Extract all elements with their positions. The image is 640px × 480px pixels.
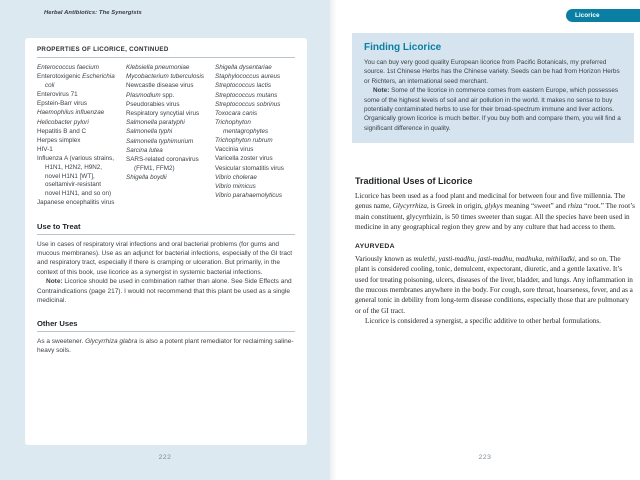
other-uses-heading: Other Uses — [37, 319, 295, 332]
species-item: Plasmodium spp. — [126, 91, 175, 99]
paragraph: Use in cases of respiratory viral infections and oral bacterial problems (for gums and mucous membranes). Use as an adjunct for bacterial infections, especially of the GI tract and respiratory tract, especially if there is cramping or ulceration. But primarily, in the context of this book, use licorice as a synergist in systemic bacterial infections. — [37, 240, 293, 276]
species-item: Shigella dysentariae — [215, 64, 272, 71]
other-uses-text — [37, 337, 295, 356]
species-item: HIV-1 — [37, 146, 53, 154]
left-page-number: 222 — [158, 454, 172, 461]
species-item: Streptococcus mutans — [215, 91, 278, 99]
species-item: Salmonella typhimurium — [126, 137, 194, 145]
finding-licorice-box — [352, 33, 634, 143]
species-item: Salmonella typhi — [126, 128, 173, 136]
species-columns — [37, 64, 295, 209]
species-column-2 — [126, 64, 206, 209]
other-uses-section — [37, 319, 295, 356]
chapter-tab: Licorice — [566, 9, 640, 22]
finding-licorice-title: Finding Licorice — [364, 42, 442, 53]
paragraph: Licorice has been used as a food plant and medicinal for between four and five millennia. The genus name, Glycyrrhiza, is Greek in origin, glykys meaning “sweet” and rhiza “root.” The root’s main constituent, glycyrrhizin, is 50 times sweeter than sugar. All the species have been used in medicine in any geographical region they grew and by any culture that had access to them. — [355, 192, 635, 231]
species-item: Japanese encephalitis virus — [37, 199, 115, 207]
species-item: Streptococcus sobrinus — [215, 100, 281, 108]
traditional-uses-heading: Traditional Uses of Licorice — [355, 176, 473, 186]
species-item: Respiratory syncytial virus — [126, 109, 200, 117]
right-page — [330, 0, 640, 480]
species-item: Varicella zoster virus — [215, 155, 273, 163]
species-item: Helicobacter pylori — [37, 118, 89, 126]
use-to-treat-text — [37, 240, 295, 306]
species-item: Trichophyton rubrum — [215, 137, 273, 144]
properties-box-title: PROPERTIES OF LICORICE, CONTINUED — [37, 46, 295, 58]
species-item: Klebsiella pneumoniae — [126, 64, 190, 71]
paragraph: Note: Some of the licorice in commerce comes from eastern Europe, which possesses some of the highest levels of soil and air pollution in the world. It makes no sense to buy potentially contaminated herbs to use for their broad-spectrum immune and liver actions. Organically grown licorice is much better. If you buy both and compare them, you will find a significant difference in quality. — [364, 87, 621, 132]
paragraph: You can buy very good quality European licorice from Pacific Botanicals, my preferred source. 1st Chinese Herbs has the Chinese variety. Seeds can be had from Horizon Herbs or Richters, an international seed merchant. — [364, 59, 620, 85]
running-header: Herbal Antibiotics: The Synergists — [44, 10, 142, 16]
paragraph: Variously known as mulethi, yasti-madhu, jasti-madhu, madhuka, mithiladki, and so on. The plant is considered cooling, tonic, demulcent, expectorant, diuretic, and a gentle laxative. It’s used for treating poisoning, ulcers, diseases of the liver, bladder, and lungs. Any inflammation in the mucous membranes anywhere in the body. For cough, sore throat, hoarseness, fever, and as a general tonic in debility from long-term disease conditions, especially those that are pulmonary or of the GI tract. — [355, 255, 633, 315]
traditional-uses-text — [355, 191, 635, 232]
use-to-treat-heading: Use to Treat — [37, 222, 295, 235]
paragraph: Licorice is considered a synergist, a specific additive to other herbal formulations. — [365, 316, 601, 325]
species-item: Vaccinia virus — [215, 146, 254, 154]
species-item: Mycobacterium tuberculosis — [126, 73, 205, 81]
species-item: Shigella boydii — [126, 173, 167, 181]
species-item: SARS-related coronavirus (FFM1, FFM2) — [126, 155, 199, 172]
species-column-1 — [37, 64, 117, 209]
species-item: Enterovirus 71 — [37, 91, 78, 99]
ayurveda-text — [355, 254, 635, 326]
species-item: Enterococcus faecium — [37, 64, 99, 71]
species-item: Vibrio cholerae — [215, 173, 257, 181]
species-item: Newcastle disease virus — [126, 82, 194, 90]
species-item: Streptococcus lactis — [215, 82, 271, 90]
species-item: Vibrio parahaemolyticus — [215, 192, 283, 200]
right-page-body — [355, 176, 635, 326]
species-item: Staphylococcus aureus — [215, 73, 281, 81]
species-item: Hepatitis B and C — [37, 127, 87, 135]
paragraph: As a sweetener. Glycyrrhiza glabra is also a potent plant remediator for reclaiming saline-heavy soils. — [37, 337, 294, 355]
species-item: Vesicular stomatitis virus — [215, 164, 284, 172]
species-item: Epstein-Barr virus — [37, 100, 88, 108]
species-item: Trichophyton mentagrophytes — [215, 119, 269, 135]
right-page-number: 223 — [478, 454, 492, 461]
species-item: Toxocara canis — [215, 109, 258, 117]
species-item: Herpes simplex — [37, 137, 81, 144]
finding-licorice-text — [364, 58, 622, 133]
properties-box — [25, 38, 307, 445]
use-to-treat-section — [37, 222, 295, 306]
species-item: Pseudorabies virus — [126, 100, 180, 108]
species-item: Vibrio mimicus — [215, 182, 256, 190]
species-item: Enterotoxigenic Escherichia coli — [37, 73, 115, 89]
ayurveda-heading: AYURVEDA — [355, 243, 395, 251]
species-item: Salmonella paratyphi — [126, 119, 185, 127]
species-item: Influenza A (various strains, H1N1, H2N2, H9N2, novel H1N1 [WT], oseltamivir-resistant novel H1N1, and so on) — [37, 155, 115, 198]
species-item: Sarcina lutea — [126, 146, 163, 154]
species-item: Haemophilus influenzae — [37, 109, 105, 117]
paragraph: Note: Licorice should be used in combination rather than alone. See Side Effects and Contraindications (page 217). I would not recommend that this plant be used as a single medicinal. — [37, 278, 292, 305]
species-column-3 — [215, 64, 295, 209]
